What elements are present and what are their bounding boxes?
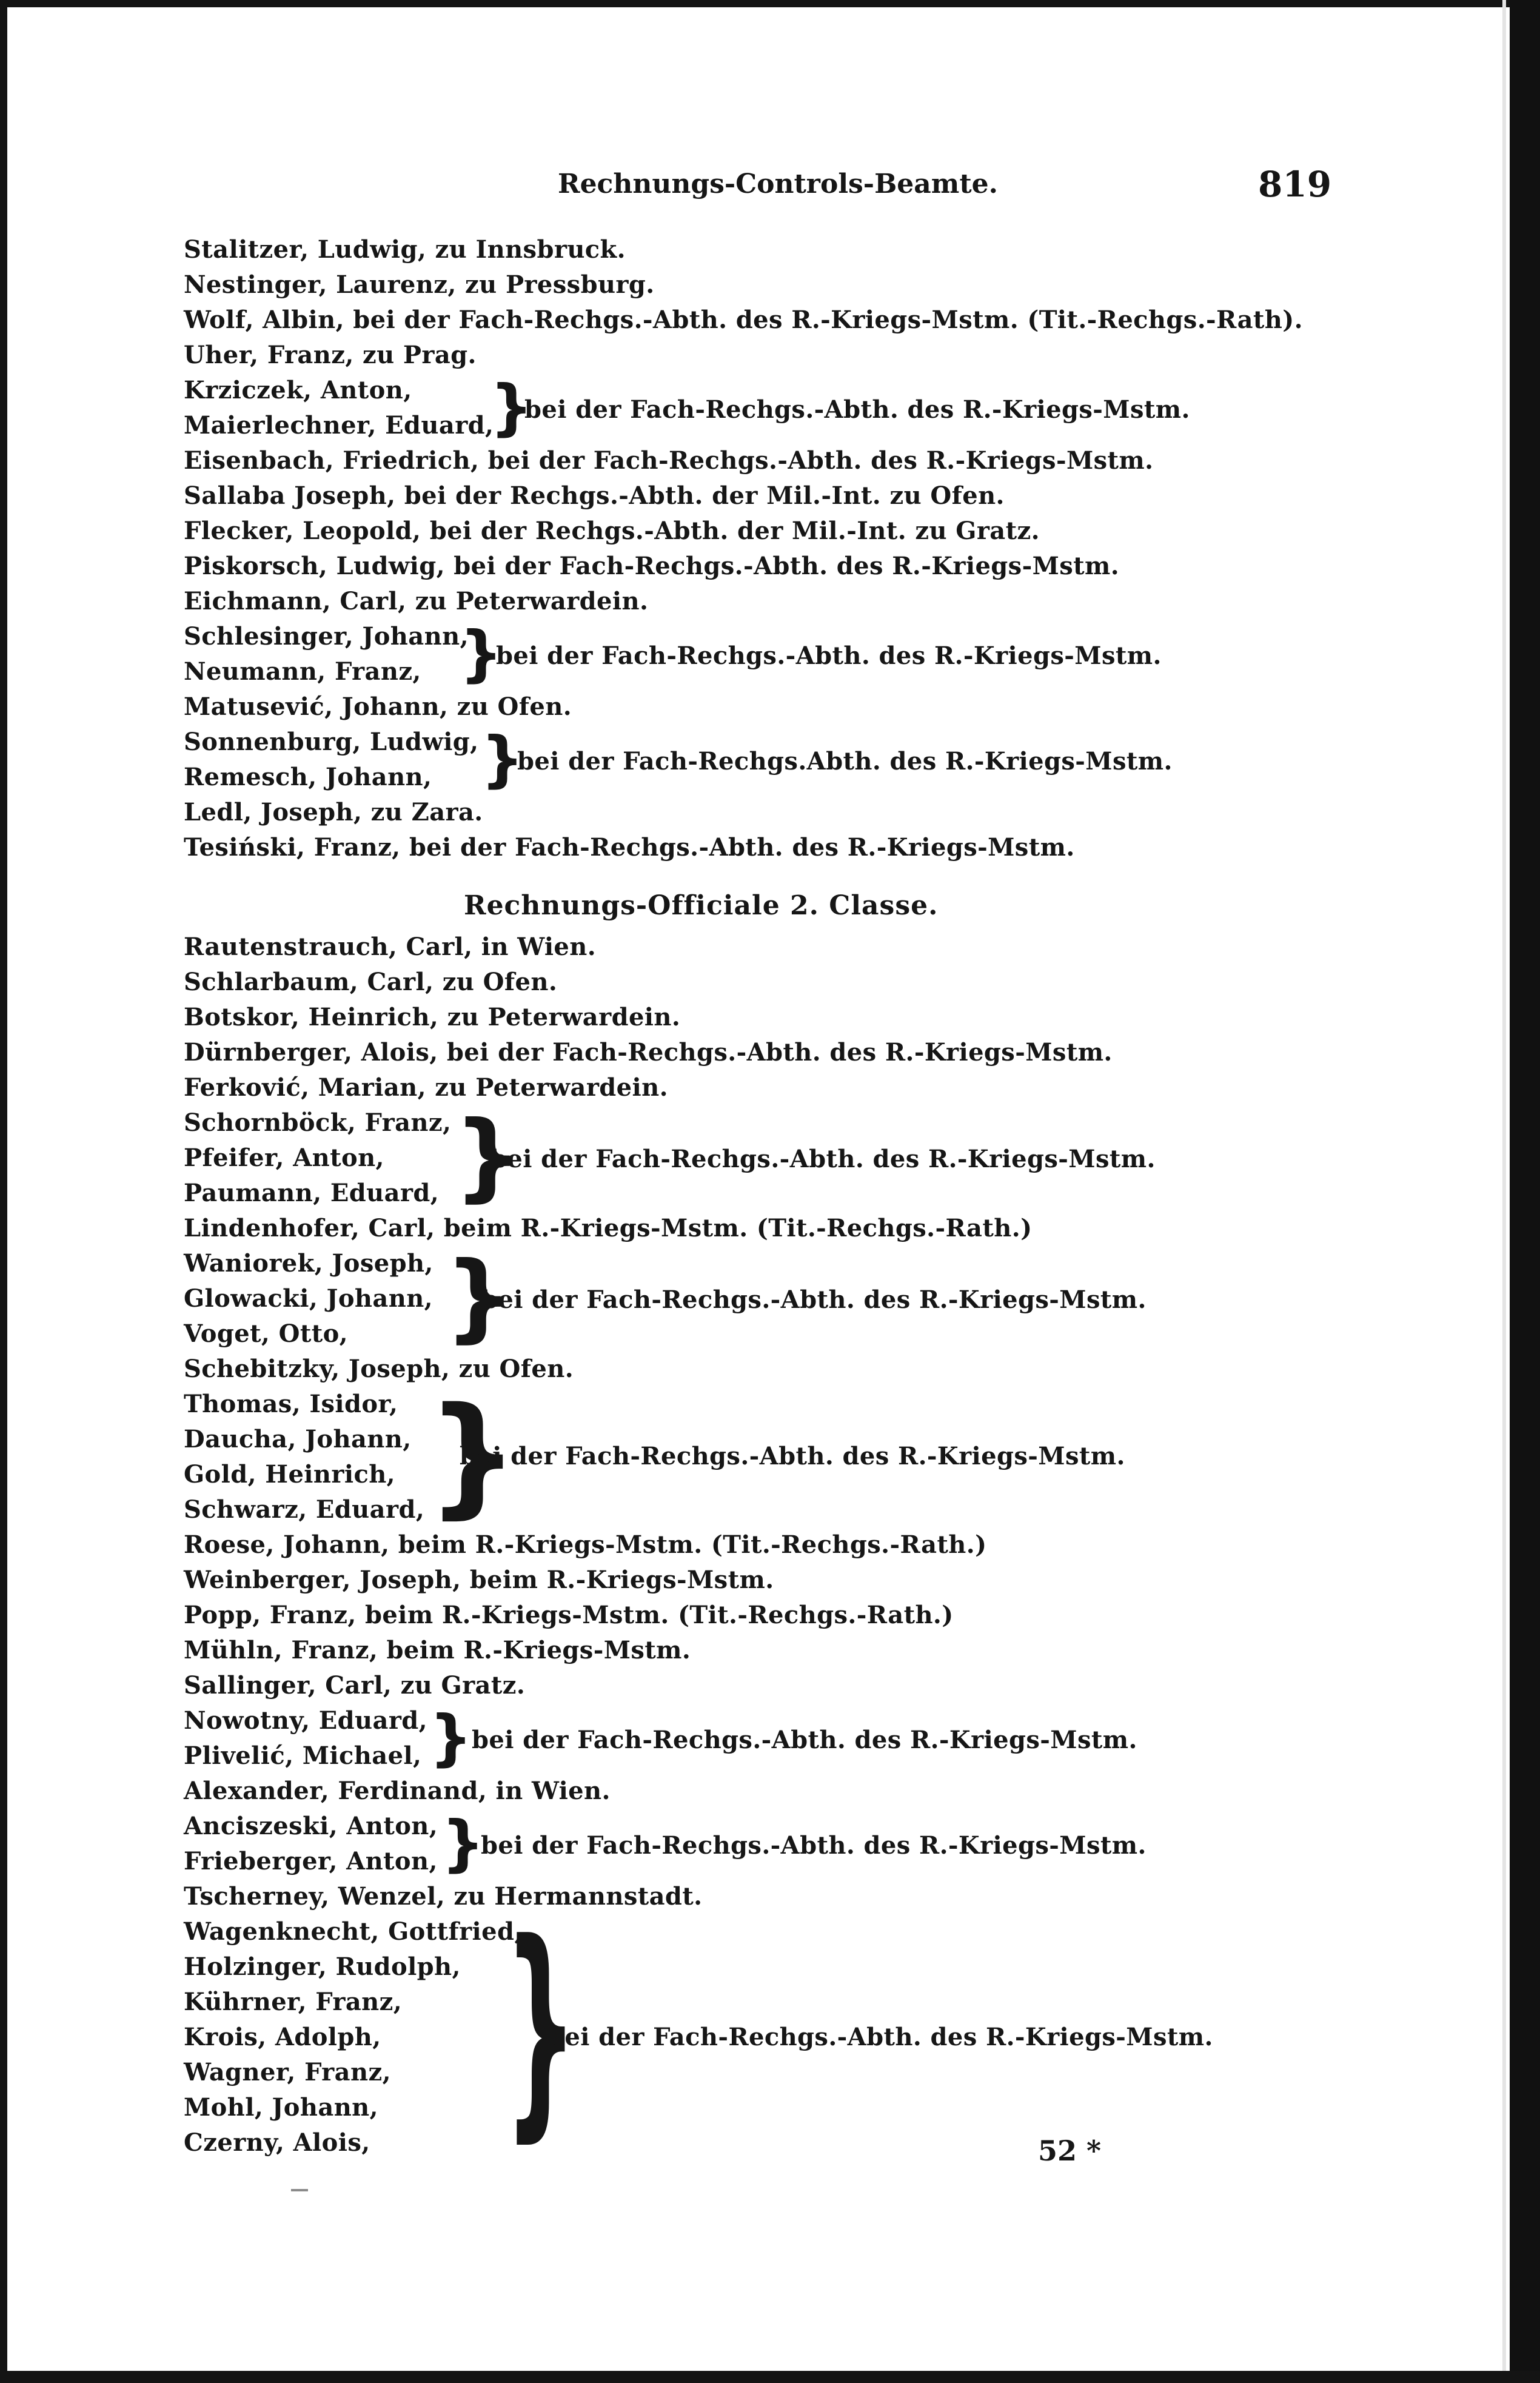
- group-name: Frieberger, Anton,: [184, 1847, 438, 1875]
- group-name: Wagenknecht, Gottfried,: [184, 1917, 523, 1946]
- group-name: Plivelić, Michael,: [184, 1741, 422, 1770]
- entry-line: Schlarbaum, Carl, zu Ofen.: [184, 968, 558, 996]
- curly-bracket: }: [429, 1702, 473, 1773]
- scan-border-top: [0, 0, 1540, 7]
- entry-line: Weinberger, Joseph, beim R.-Kriegs-Mstm.: [184, 1566, 774, 1594]
- group-name: Neumann, Franz,: [184, 657, 421, 686]
- curly-bracket: }: [481, 723, 524, 794]
- entry-line: Mühln, Franz, beim R.-Kriegs-Mstm.: [184, 1636, 691, 1664]
- entry-line: Matusević, Johann, zu Ofen.: [184, 692, 572, 721]
- entry-line: Flecker, Leopold, bei der Rechgs.-Abth. der Mil.-Int. zu Gratz.: [184, 517, 1040, 545]
- group-text: bei der Fach-Rechgs.-Abth. des R.-Kriegs-Mstm.: [481, 1831, 1147, 1860]
- entry-line: Tesiński, Franz, bei der Fach-Rechgs.-Abth. des R.-Kriegs-Mstm.: [184, 833, 1075, 862]
- curly-bracket: }: [454, 1101, 522, 1212]
- group-name: Schornböck, Franz,: [184, 1108, 452, 1137]
- group-name: Voget, Otto,: [184, 1319, 348, 1348]
- group-text: bei der Fach-Rechgs.-Abth. des R.-Kriegs-Mstm.: [460, 1442, 1125, 1470]
- group-name: Kührner, Franz,: [184, 1988, 403, 2016]
- group-name: Sonnenburg, Ludwig,: [184, 728, 479, 756]
- group-text: bei der Fach-Rechgs.-Abth. des R.-Kriegs-Mstm.: [481, 1285, 1147, 1314]
- entry-line: Nestinger, Laurenz, zu Pressburg.: [184, 270, 655, 299]
- signature-mark: 52 *: [1038, 2134, 1102, 2167]
- entry-line: Dürnberger, Alois, bei der Fach-Rechgs.-Abth. des R.-Kriegs-Mstm.: [184, 1038, 1113, 1067]
- running-header: Rechnungs-Controls-Beamte.: [558, 169, 998, 199]
- entry-line: Roese, Johann, beim R.-Kriegs-Mstm. (Tit.-Rechgs.-Rath.): [184, 1530, 987, 1559]
- scan-border-right: [1510, 0, 1540, 2383]
- stray-mark: [291, 2189, 308, 2191]
- entry-line: Uher, Franz, zu Prag.: [184, 341, 477, 369]
- group-text: bei der Fach-Rechgs.-Abth. des R.-Kriegs-Mstm.: [524, 395, 1190, 424]
- entry-line: Alexander, Ferdinand, in Wien.: [184, 1777, 611, 1805]
- scan-border-bottom: [0, 2371, 1540, 2383]
- group-name: Anciszeski, Anton,: [184, 1812, 438, 1840]
- curly-bracket: }: [490, 372, 534, 443]
- group-name: Schwarz, Eduard,: [184, 1495, 425, 1524]
- entry-line: Tscherney, Wenzel, zu Hermannstadt.: [184, 1882, 703, 1911]
- group-text: bei der Fach-Rechgs.-Abth. des R.-Kriegs-Mstm.: [490, 1145, 1156, 1173]
- curly-bracket: }: [460, 618, 503, 689]
- curly-bracket: }: [426, 1379, 520, 1531]
- group-name: Gold, Heinrich,: [184, 1460, 396, 1489]
- page-number: 819: [1258, 164, 1332, 205]
- group-text: bei der Fach-Rechgs.-Abth. des R.-Kriegs-Mstm.: [472, 1726, 1137, 1754]
- group-name: Glowacki, Johann,: [184, 1284, 433, 1313]
- entry-line: Piskorsch, Ludwig, bei der Fach-Rechgs.-Abth. des R.-Kriegs-Mstm.: [184, 552, 1120, 580]
- group-name: Remesch, Johann,: [184, 763, 432, 791]
- curly-bracket: }: [441, 1808, 485, 1879]
- entry-line: Wolf, Albin, bei der Fach-Rechgs.-Abth. des R.-Kriegs-Mstm. (Tit.-Rechgs.-Rath).: [184, 306, 1303, 334]
- entry-line: Ledl, Joseph, zu Zara.: [184, 798, 483, 826]
- group-name: Thomas, Isidor,: [184, 1390, 398, 1418]
- group-name: Pfeifer, Anton,: [184, 1144, 384, 1172]
- group-name: Wagner, Franz,: [184, 2058, 391, 2086]
- entry-line: Lindenhofer, Carl, beim R.-Kriegs-Mstm. (Tit.-Rechgs.-Rath.): [184, 1214, 1033, 1242]
- entry-line: Stalitzer, Ludwig, zu Innsbruck.: [184, 235, 626, 264]
- entry-line: Eisenbach, Friedrich, bei der Fach-Rechgs.-Abth. des R.-Kriegs-Mstm.: [184, 446, 1154, 475]
- entry-line: Sallaba Joseph, bei der Rechgs.-Abth. der Mil.-Int. zu Ofen.: [184, 481, 1005, 510]
- section-heading: Rechnungs-Officiale 2. Classe.: [464, 890, 939, 921]
- group-name: Mohl, Johann,: [184, 2093, 378, 2122]
- entry-line: Popp, Franz, beim R.-Kriegs-Mstm. (Tit.-Rechgs.-Rath.): [184, 1601, 954, 1629]
- group-name: Schlesinger, Johann,: [184, 622, 469, 651]
- group-name: Krois, Adolph,: [184, 2023, 381, 2051]
- group-name: Krziczek, Anton,: [184, 376, 412, 404]
- group-name: Waniorek, Joseph,: [184, 1249, 434, 1278]
- group-name: Maierlechner, Eduard,: [184, 411, 494, 440]
- curly-bracket: }: [444, 1241, 513, 1353]
- group-text: bei der Fach-Rechgs.Abth. des R.-Kriegs-Mstm.: [517, 747, 1173, 776]
- group-name: Nowotny, Eduard,: [184, 1706, 428, 1735]
- entry-line: Sallinger, Carl, zu Gratz.: [184, 1671, 526, 1700]
- scan-border-left: [0, 0, 7, 2383]
- entry-line: Rautenstrauch, Carl, in Wien.: [184, 933, 597, 961]
- group-text: bei der Fach-Rechgs.-Abth. des R.-Kriegs-Mstm.: [547, 2023, 1213, 2051]
- entry-line: Ferković, Marian, zu Peterwardein.: [184, 1073, 668, 1102]
- group-name: Paumann, Eduard,: [184, 1179, 440, 1207]
- group-name: Czerny, Alois,: [184, 2128, 370, 2157]
- curly-bracket: }: [504, 1893, 578, 2162]
- group-name: Holzinger, Rudolph,: [184, 1952, 461, 1981]
- group-text: bei der Fach-Rechgs.-Abth. des R.-Kriegs-Mstm.: [496, 642, 1162, 670]
- entry-line: Eichmann, Carl, zu Peterwardein.: [184, 587, 649, 615]
- page-edge-shadow: [1502, 0, 1506, 2383]
- entry-line: Schebitzky, Joseph, zu Ofen.: [184, 1355, 574, 1383]
- entry-line: Botskor, Heinrich, zu Peterwardein.: [184, 1003, 681, 1031]
- group-name: Daucha, Johann,: [184, 1425, 412, 1453]
